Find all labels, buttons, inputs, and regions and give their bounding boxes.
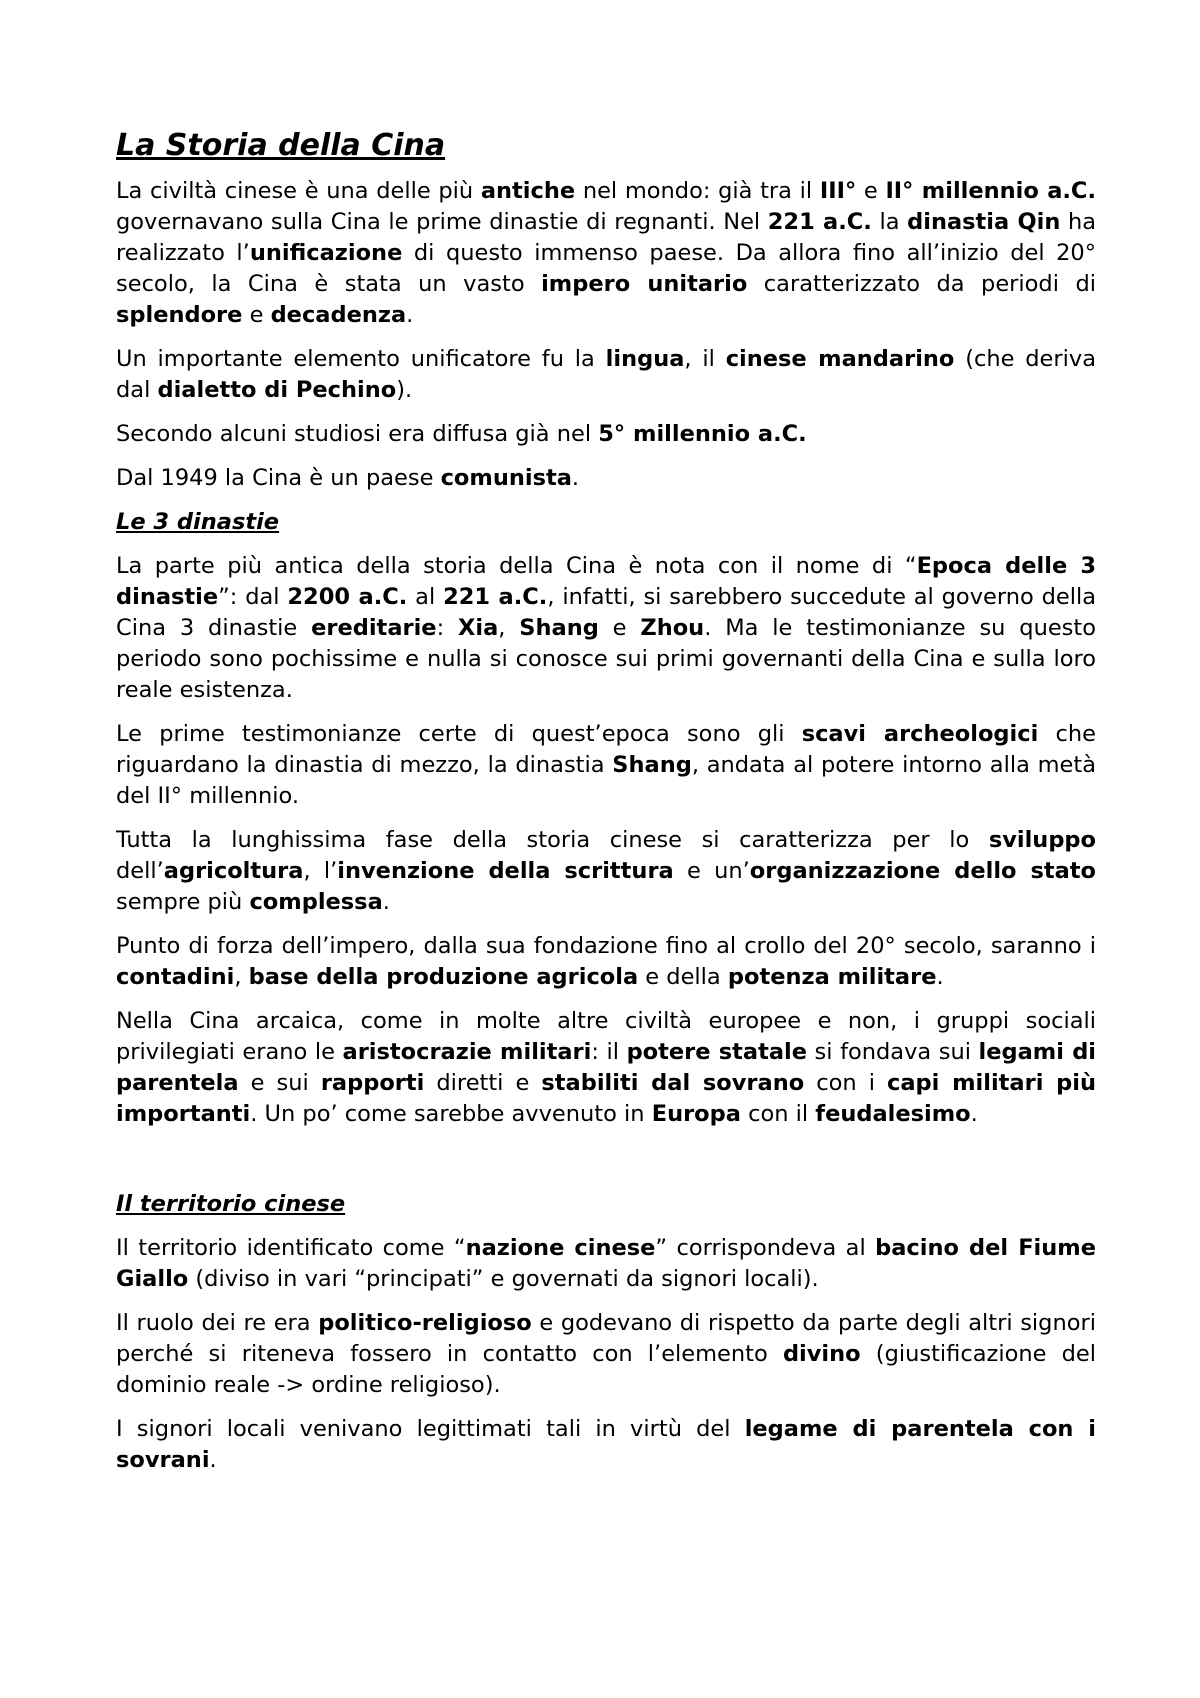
bold-text: politico-religioso — [318, 1310, 532, 1336]
bold-text: feudalesimo — [815, 1101, 971, 1127]
bold-text: 5° millennio a.C. — [598, 421, 807, 447]
bold-text: capi militari più importanti — [116, 1070, 1096, 1127]
body-text: , infatti, si sarebbero succedute al governo della Cina 3 dinastie — [116, 584, 1096, 641]
body-text: Dal 1949 la Cina è un paese — [116, 465, 441, 491]
bold-text: Shang — [612, 752, 692, 778]
body-text: Il territorio identificato come “ — [116, 1235, 466, 1261]
body-text: . — [406, 302, 414, 328]
body-text: . — [936, 964, 944, 990]
document-page — [116, 128, 1096, 1489]
body-text: , andata al potere intorno alla metà del II° millennio. — [116, 752, 1096, 809]
bold-text: Epoca delle 3 dinastie — [116, 553, 1096, 610]
bold-text: contadini — [116, 964, 235, 990]
body-text: la — [871, 209, 908, 235]
body-text: dell’ — [116, 858, 164, 884]
bold-text: ereditarie — [311, 615, 437, 641]
body-text: , — [498, 615, 520, 641]
bold-text: 221 a.C. — [443, 584, 548, 610]
bold-text: legami di parentela — [116, 1039, 1097, 1096]
body-text: e — [242, 302, 271, 328]
body-text: Secondo alcuni studiosi era diffusa già nel — [116, 421, 599, 447]
body-text: nel mondo: già tra il — [575, 178, 820, 204]
body-text: sempre più — [116, 889, 250, 915]
paragraph-territorio — [116, 1233, 1096, 1295]
body-text: ”: dal — [218, 584, 288, 610]
bold-text: Zhou — [640, 615, 705, 641]
body-text: Tutta la lunghissima fase della storia cinese si caratterizza per lo — [116, 827, 989, 853]
body-text: La parte più antica della storia della Cina è nota con il nome di “ — [116, 553, 917, 579]
bold-text: potenza militare — [727, 964, 937, 990]
paragraph-1949 — [116, 463, 1096, 494]
paragraph-epoca — [116, 551, 1096, 706]
bold-text: Shang — [519, 615, 599, 641]
bold-text: stabiliti dal sovrano — [541, 1070, 805, 1096]
paragraph-lingua — [116, 344, 1096, 406]
paragraph-signori-locali — [116, 1414, 1096, 1476]
body-text: caratterizzato da periodi di — [747, 271, 1096, 297]
bold-text: 2200 a.C. — [287, 584, 408, 610]
bold-text: aristocrazie militari — [342, 1039, 592, 1065]
body-text: . Un po’ come sarebbe avvenuto in — [250, 1101, 652, 1127]
body-text: (che deriva dal — [116, 346, 1096, 403]
body-text: : il — [591, 1039, 627, 1065]
bold-text: potere statale — [626, 1039, 807, 1065]
body-text: Le prime testimonianze certe di quest’epoca sono gli — [116, 721, 802, 747]
bold-text: Xia — [458, 615, 499, 641]
paragraph-scavi — [116, 719, 1096, 812]
bold-text: nazione cinese — [465, 1235, 656, 1261]
body-text: si fondava sui — [807, 1039, 979, 1065]
bold-text: comunista — [440, 465, 572, 491]
bold-text: bacino del Fiume Giallo — [116, 1235, 1096, 1292]
document-title: La Storia della Cina — [116, 128, 446, 163]
paragraph-studiosi — [116, 419, 1096, 450]
body-text: I signori locali venivano legittimati tali in virtù del — [116, 1416, 745, 1442]
body-text: con i — [804, 1070, 888, 1096]
body-text: , — [234, 964, 249, 990]
body-text: governavano sulla Cina le prime dinastie di regnanti. Nel — [116, 209, 768, 235]
body-text: Il ruolo dei re era — [116, 1310, 319, 1336]
bold-text: III° — [819, 178, 857, 204]
bold-text: decadenza — [270, 302, 407, 328]
body-text: e della — [638, 964, 728, 990]
body-text: e godevano di rispetto da parte degli altri signori perché si riteneva fossero in contatto con l’elemento — [116, 1310, 1096, 1367]
heading-le-3-dinastie: Le 3 dinastie — [116, 509, 280, 535]
bold-text: dialetto di Pechino — [157, 377, 397, 403]
body-text: Nella Cina arcaica, come in molte altre civiltà europee e non, i gruppi sociali privilegiati erano le — [116, 1008, 1096, 1065]
bold-text: lingua — [605, 346, 685, 372]
body-text: , l’ — [303, 858, 338, 884]
bold-text: scavi archeologici — [801, 721, 1039, 747]
bold-text: antiche — [480, 178, 576, 204]
bold-text: rapporti — [320, 1070, 425, 1096]
paragraph-ruolo-re — [116, 1308, 1096, 1401]
paragraph-sviluppo — [116, 825, 1096, 918]
body-text: Punto di forza dell’impero, dalla sua fondazione fino al crollo del 20° secolo, saranno i — [116, 933, 1096, 959]
body-text: . — [382, 889, 390, 915]
body-text: al — [407, 584, 444, 610]
bold-text: II° millennio a.C. — [885, 178, 1096, 204]
paragraph-contadini — [116, 931, 1096, 993]
paragraph-aristocrazie — [116, 1006, 1096, 1130]
bold-text: base della produzione agricola — [248, 964, 639, 990]
bold-text: sviluppo — [988, 827, 1096, 853]
bold-text: dinastia Qin — [907, 209, 1061, 235]
body-text: : — [436, 615, 459, 641]
body-text: e — [598, 615, 641, 641]
body-text: , il — [684, 346, 726, 372]
body-text: di questo immenso paese. Da allora fino all’inizio del 20° secolo, la Cina è stata un vasto — [116, 240, 1096, 297]
body-text: e sui — [238, 1070, 321, 1096]
bold-text: unificazione — [249, 240, 403, 266]
bold-text: splendore — [116, 302, 243, 328]
bold-text: invenzione della scrittura — [337, 858, 674, 884]
body-text: con il — [740, 1101, 816, 1127]
body-text: ” corrispondeva al — [655, 1235, 876, 1261]
heading-il-territorio-cinese: Il territorio cinese — [116, 1191, 346, 1217]
body-text: . — [209, 1447, 217, 1473]
body-text: (giustificazione del dominio reale -> ordine religioso). — [116, 1341, 1096, 1398]
body-text: e — [856, 178, 886, 204]
bold-text: complessa — [249, 889, 383, 915]
bold-text: divino — [782, 1341, 861, 1367]
body-text: . Ma le testimonianze su questo periodo sono pochissime e nulla si conosce sui primi governanti della Cina e sulla loro reale esistenza. — [116, 615, 1096, 703]
bold-text: agricoltura — [163, 858, 304, 884]
body-text: che riguardano la dinastia di mezzo, la dinastia — [116, 721, 1096, 778]
bold-text: 221 a.C. — [767, 209, 872, 235]
body-text: Un importante elemento unificatore fu la — [116, 346, 606, 372]
body-text: . — [571, 465, 580, 491]
body-text: ha realizzato l’ — [116, 209, 1097, 266]
paragraph-intro — [116, 176, 1096, 331]
body-text: ). — [396, 377, 413, 403]
bold-text: impero unitario — [541, 271, 748, 297]
blank-line — [116, 1143, 1096, 1189]
body-text: (diviso in vari “principati” e governati da signori locali). — [188, 1266, 819, 1292]
bold-text: organizzazione dello stato — [749, 858, 1096, 884]
bold-text: Europa — [651, 1101, 741, 1127]
bold-text: legame di parentela con i sovrani — [116, 1416, 1097, 1473]
body-text: diretti e — [424, 1070, 542, 1096]
bold-text: cinese mandarino — [725, 346, 955, 372]
document-body — [116, 176, 1096, 1476]
body-text: La civiltà cinese è una delle più — [116, 178, 481, 204]
body-text: . — [970, 1101, 978, 1127]
body-text: e un’ — [673, 858, 750, 884]
